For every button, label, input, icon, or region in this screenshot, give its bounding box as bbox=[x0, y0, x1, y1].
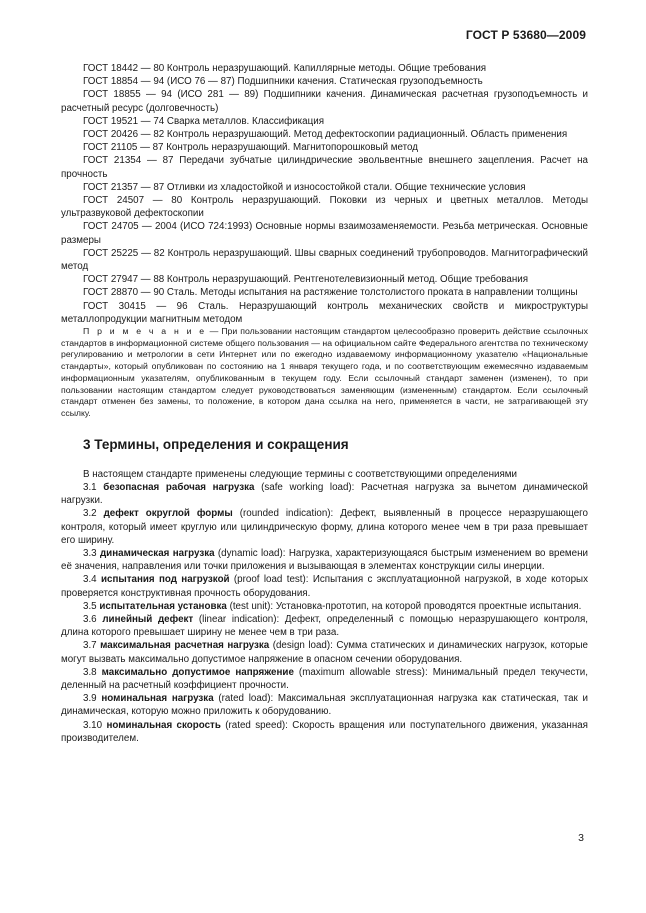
term-definition: (maximum allowable stress): Минимальный предел текучести, деленный на расчетный коэффициент прочности. bbox=[61, 666, 588, 691]
note-text: — При пользовании настоящим стандартом целесообразно проверить действие ссылочных стандартов в информационной системе общего пользования — на официальном сайте Федерального агентства по техническому регулированию и метрологии в сети Интернет или по ежегодно издаваемому информационному указателю «Национальные стандарты», который опубликован по состоянию на 1 января текущего года, и по соответствующим ежемесячно издаваемым информационным указателям, опубликованным в текущем году. Если ссылочный стандарт заменен (изменен), то при пользовании настоящим стандартом следует руководствоваться заменяющим (измененным) стандартом. Если ссылочный стандарт отменен без замены, то положение, в котором дана ссылка на него, применяется в части, не затрагивающей эту ссылку. bbox=[61, 326, 588, 418]
term-definition: (linear indication): Дефект, определенный с помощью неразрушающего контроля, длина которого превышает ширину не менее чем в три раза. bbox=[61, 613, 588, 639]
reference-item: ГОСТ 18442 — 80 Контроль неразрушающий. Капиллярные методы. Общие требования bbox=[83, 63, 487, 74]
term-definition: (rounded indication): Дефект, выявленный в процессе неразрушающего контроля, который имеет круглую или цилиндрическую форму, длина которого менее чем в три раза превышает его ширину. bbox=[61, 508, 588, 546]
reference-item: ГОСТ 21357 — 87 Отливки из хладостойкой и износостойкой стали. Общие технические условия bbox=[83, 181, 526, 193]
term-entry bbox=[61, 600, 588, 613]
term-name: испытательная установка bbox=[99, 600, 227, 612]
term-name: безопасная рабочая нагрузка bbox=[103, 481, 255, 493]
note-label: П р и м е ч а н и е bbox=[83, 326, 207, 337]
term-entry bbox=[61, 692, 588, 718]
term-entry bbox=[61, 573, 588, 599]
term-definition: (safe working load): Расчетная нагрузка за вычетом динамической нагрузки. bbox=[61, 481, 588, 507]
reference-item: ГОСТ 25225 — 82 Контроль неразрушающий. Швы сварных соединений трубопроводов. Магнитографический метод bbox=[61, 247, 588, 273]
term-number: 3.8 bbox=[83, 666, 97, 678]
reference-item: ГОСТ 19521 — 74 Сварка металлов. Классификация bbox=[83, 115, 325, 127]
reference-item: ГОСТ 27947 — 88 Контроль неразрушающий. Рентгенотелевизионный метод. Общие требования bbox=[83, 274, 529, 286]
term-name: динамическая нагрузка bbox=[99, 547, 215, 559]
reference-item: ГОСТ 24705 — 2004 (ИСО 724:1993) Основные нормы взаимозаменяемости. Резьба метрическая. Основные размеры bbox=[61, 221, 588, 246]
term-name: номинальная скорость bbox=[106, 719, 221, 731]
term-entry bbox=[61, 719, 588, 745]
document-header: ГОСТ Р 53680—2009 bbox=[465, 28, 586, 42]
reference-item: ГОСТ 18854 — 94 (ИСО 76 — 87) Подшипники качения. Статическая грузоподъемность bbox=[83, 76, 483, 88]
term-entry bbox=[61, 547, 588, 573]
reference-item: ГОСТ 21105 — 87 Контроль неразрушающий. Магнитопорошковый метод bbox=[83, 142, 418, 154]
term-name: дефект округлой формы bbox=[103, 508, 233, 520]
term-name: испытания под нагрузкой bbox=[100, 574, 230, 586]
term-entry bbox=[61, 666, 588, 692]
term-number: 3.9 bbox=[83, 693, 97, 705]
reference-item: ГОСТ 24507 — 80 Контроль неразрушающий. Поковки из черных и цветных металлов. Методы ультразвуковой дефектоскопии bbox=[61, 195, 588, 220]
term-number: 3.10 bbox=[83, 719, 103, 731]
reference-item: ГОСТ 28870 — 90 Сталь. Методы испытания на растяжение толстолистого проката в направлении толщины bbox=[83, 287, 578, 299]
term-number: 3.7 bbox=[83, 640, 97, 652]
page-content bbox=[61, 62, 588, 745]
term-number: 3.1 bbox=[83, 481, 97, 493]
term-entry bbox=[61, 613, 588, 639]
term-definition: (test unit): Установка-прототип, на которой проводятся проектные испытания. bbox=[226, 600, 582, 612]
note-paragraph bbox=[61, 326, 588, 420]
term-entry bbox=[61, 639, 588, 665]
term-number: 3.4 bbox=[83, 574, 97, 586]
term-definition: (rated speed): Скорость вращения или поступательного движения, указанная производителем. bbox=[61, 719, 588, 744]
reference-item: ГОСТ 18855 — 94 (ИСО 281 — 89) Подшипники качения. Динамическая расчетная грузоподъемность и расчетный ресурс (долговечность) bbox=[61, 89, 588, 114]
term-entry bbox=[61, 481, 588, 507]
term-definition: (design load): Сумма статических и динамических нагрузок, которые могут вызвать максимально допустимое напряжение в опасном сечении оборудования. bbox=[61, 640, 588, 665]
term-definition: (rated load): Максимальная эксплуатационная нагрузка как статическая, так и динамическая, которую можно приложить к оборудованию. bbox=[61, 693, 588, 718]
term-entry bbox=[61, 507, 588, 547]
terms-list bbox=[61, 468, 588, 745]
section-intro: В настоящем стандарте применены следующие термины с соответствующими определениями bbox=[83, 468, 518, 480]
term-name: линейный дефект bbox=[102, 613, 194, 625]
term-number: 3.3 bbox=[83, 547, 97, 559]
page-number: 3 bbox=[578, 832, 584, 844]
term-definition: (proof load test): Испытания с эксплуатационной нагрузкой, в ходе которых проверяется конструктивная прочность оборудования. bbox=[61, 574, 588, 599]
term-name: максимально допустимое напряжение bbox=[101, 666, 294, 678]
term-number: 3.5 bbox=[83, 600, 97, 612]
reference-item: ГОСТ 20426 — 82 Контроль неразрушающий. Метод дефектоскопии радиационный. Область применения bbox=[83, 129, 568, 141]
term-definition: (dynamic load): Нагрузка, характеризующаяся быстрым изменением во времени её значения, направления или точки приложения и вызывающая в элементах конструкции силы инерции. bbox=[61, 547, 588, 573]
term-number: 3.6 bbox=[83, 613, 97, 625]
term-number: 3.2 bbox=[83, 508, 97, 520]
reference-item: ГОСТ 30415 — 96 Сталь. Неразрушающий контроль механических свойств и микроструктуры металлопродукции магнитным методом bbox=[61, 300, 588, 325]
term-name: максимальная расчетная нагрузка bbox=[100, 640, 270, 652]
section-title: 3 Термины, определения и сокращения bbox=[83, 436, 349, 452]
normative-references-list bbox=[61, 62, 588, 326]
reference-item: ГОСТ 21354 — 87 Передачи зубчатые цилиндрические эвольвентные внешнего зацепления. Расчет на прочность bbox=[61, 155, 588, 180]
term-name: номинальная нагрузка bbox=[101, 693, 214, 705]
